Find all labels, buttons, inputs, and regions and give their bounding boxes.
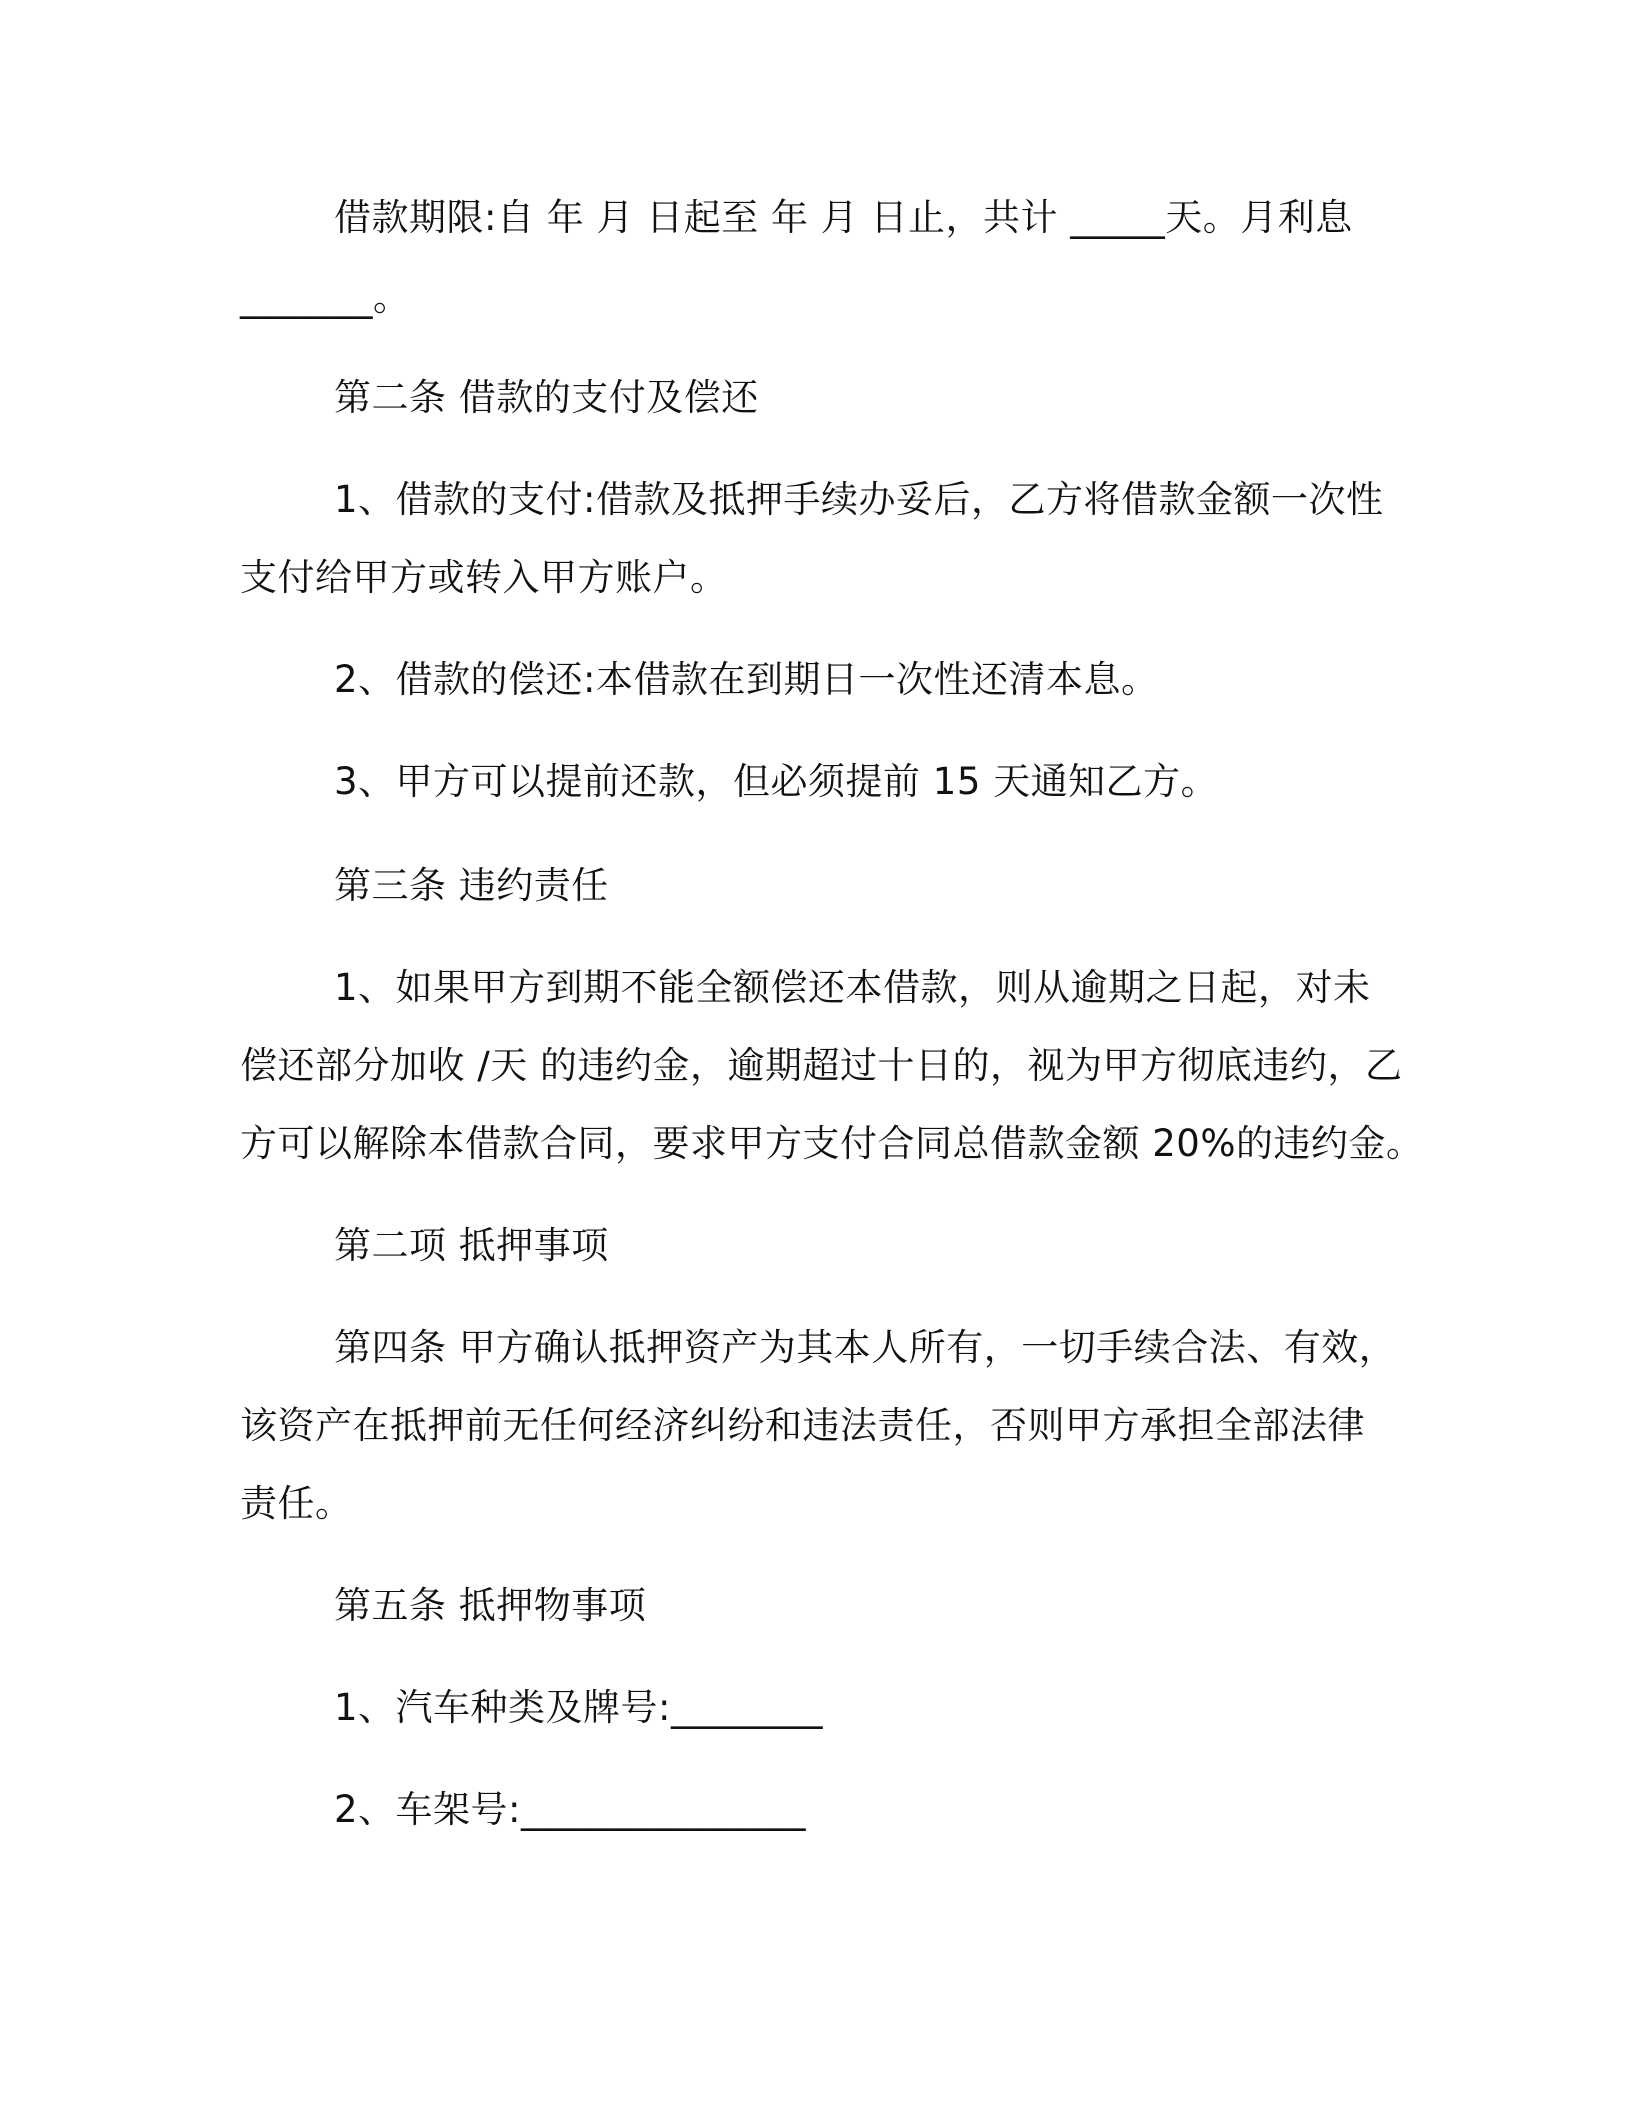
article-2-item-3: 3、甲方可以提前还款，但必须提前 15 天通知乙方。	[334, 760, 1219, 803]
article-4-line-1: 第四条 甲方确认抵押资产为其本人所有，一切手续合法、有效，	[334, 1326, 1397, 1369]
article-3-item-1-cont-2: 方可以解除本借款合同，要求甲方支付合同总借款金额 20%的违约金。	[240, 1122, 1424, 1165]
article-4-line-3: 责任。	[240, 1482, 353, 1525]
article-5-heading: 第五条 抵押物事项	[334, 1584, 647, 1627]
article-3-heading: 第三条 违约责任	[334, 864, 609, 907]
article-3-item-1-cont-1: 偿还部分加收 /天 的违约金，逾期超过十日的，视为甲方彻底违约，乙	[240, 1044, 1403, 1087]
article-2-item-1-cont: 支付给甲方或转入甲方账户。	[240, 556, 728, 599]
loan-term-line: 借款期限:自 年 月 日起至 年 月 日止，共计 _____天。月利息	[334, 196, 1353, 239]
article-2-item-2: 2、借款的偿还:本借款在到期日一次性还清本息。	[334, 658, 1159, 701]
article-2-heading: 第二条 借款的支付及偿还	[334, 376, 759, 419]
section-2-heading: 第二项 抵押事项	[334, 1224, 609, 1267]
article-5-item-2: 2、车架号:_______________	[334, 1788, 807, 1831]
article-4-line-2: 该资产在抵押前无任何经济纠纷和违法责任，否则甲方承担全部法律	[240, 1404, 1365, 1447]
article-2-item-1: 1、借款的支付:借款及抵押手续办妥后，乙方将借款金额一次性	[334, 478, 1384, 521]
monthly-interest-line: _______。	[240, 276, 411, 319]
article-5-item-1: 1、汽车种类及牌号:________	[334, 1686, 824, 1729]
article-3-item-1: 1、如果甲方到期不能全额偿还本借款，则从逾期之日起，对未	[334, 966, 1371, 1009]
